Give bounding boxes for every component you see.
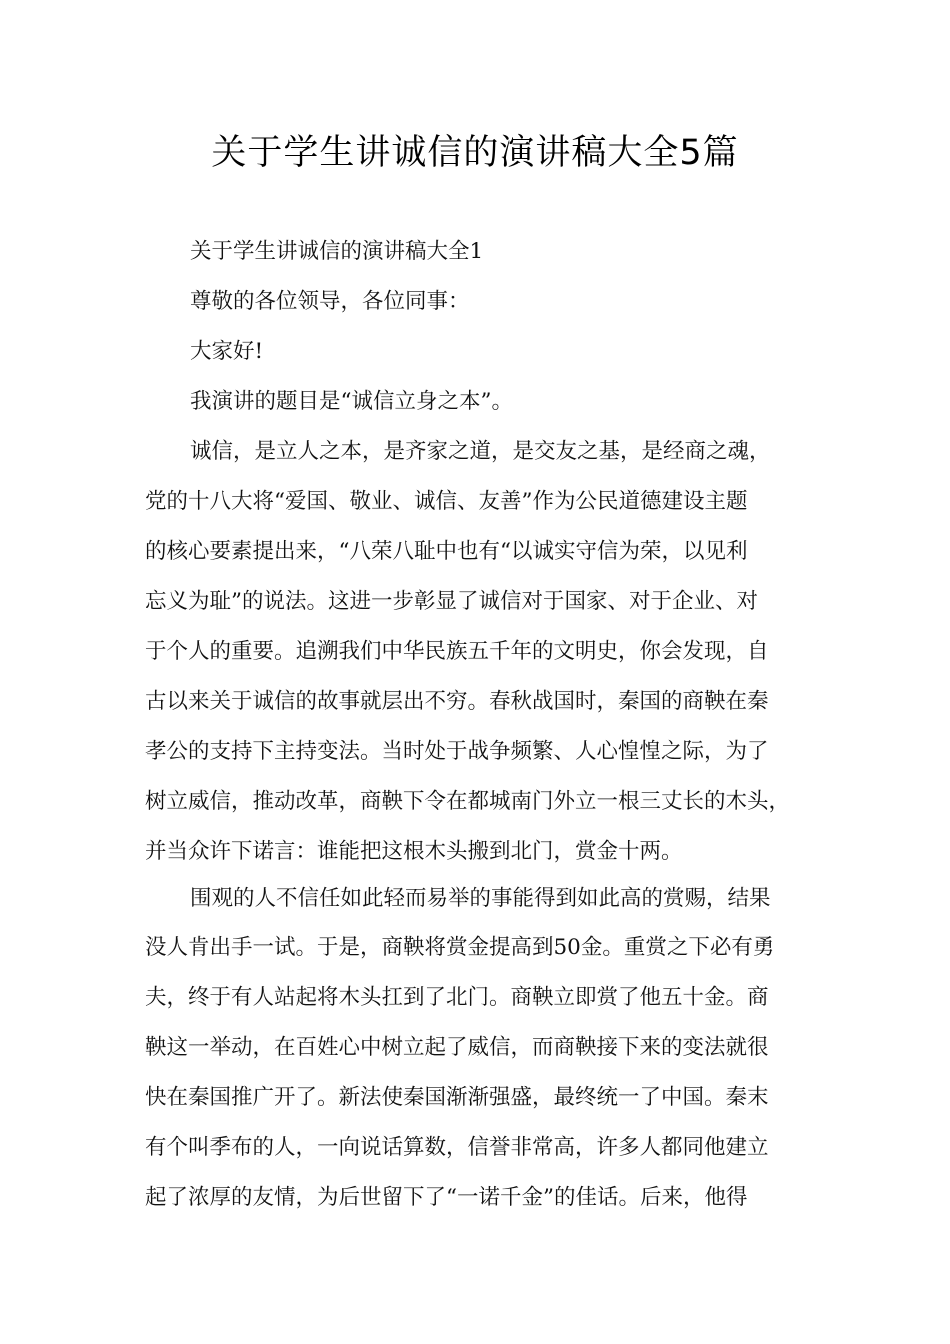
paragraph-line: 党的十八大将“爱国、敬业、诚信、友善”作为公民道德建设主题 xyxy=(145,489,748,514)
paragraph-line: 孝公的支持下主持变法。当时处于战争频繁、人心惶惶之际，为了 xyxy=(145,739,769,764)
paragraph-line: 围观的人不信任如此轻而易举的事能得到如此高的赏赐，结果 xyxy=(190,886,771,911)
paragraph-line: 夫，终于有人站起将木头扛到了北门。商鞅立即赏了他五十金。商 xyxy=(145,985,769,1010)
paragraph-line: 有个叫季布的人，一向说话算数，信誉非常高，许多人都同他建立 xyxy=(145,1135,769,1160)
paragraph-line: 没人肯出手一试。于是，商鞅将赏金提高到50金。重赏之下必有勇 xyxy=(145,935,775,960)
paragraph-line: 起了浓厚的友情，为后世留下了“一诺千金”的佳话。后来，他得 xyxy=(145,1185,748,1210)
paragraph-line: 并当众许下诺言：谁能把这根木头搬到北门，赏金十两。 xyxy=(145,839,683,864)
paragraph-line: 快在秦国推广开了。新法使秦国渐渐强盛，最终统一了中国。秦末 xyxy=(145,1085,769,1110)
paragraph-line: 于个人的重要。追溯我们中华民族五千年的文明史，你会发现，自 xyxy=(145,639,769,664)
paragraph-line: 的核心要素提出来，“八荣八耻中也有“以诚实守信为荣，以见利 xyxy=(145,539,748,564)
paragraph-line: 忘义为耻”的说法。这进一步彰显了诚信对于国家、对于企业、对 xyxy=(145,589,758,614)
paragraph-line: 诚信，是立人之本，是齐家之道，是交友之基，是经商之魂， xyxy=(190,439,771,464)
document-title: 关于学生讲诚信的演讲稿大全5篇 xyxy=(211,133,739,173)
section-heading: 关于学生讲诚信的演讲稿大全1 xyxy=(190,239,484,264)
salutation: 尊敬的各位领导，各位同事： xyxy=(190,289,470,314)
speech-topic: 我演讲的题目是“诚信立身之本”。 xyxy=(190,389,513,414)
paragraph-line: 鞅这一举动，在百姓心中树立起了威信，而商鞅接下来的变法就很 xyxy=(145,1035,769,1060)
greeting: 大家好! xyxy=(190,339,264,364)
paragraph-line: 树立威信，推动改革，商鞅下令在都城南门外立一根三丈长的木头， xyxy=(145,789,791,814)
paragraph-line: 古以来关于诚信的故事就层出不穷。春秋战国时，秦国的商鞅在秦 xyxy=(145,689,769,714)
